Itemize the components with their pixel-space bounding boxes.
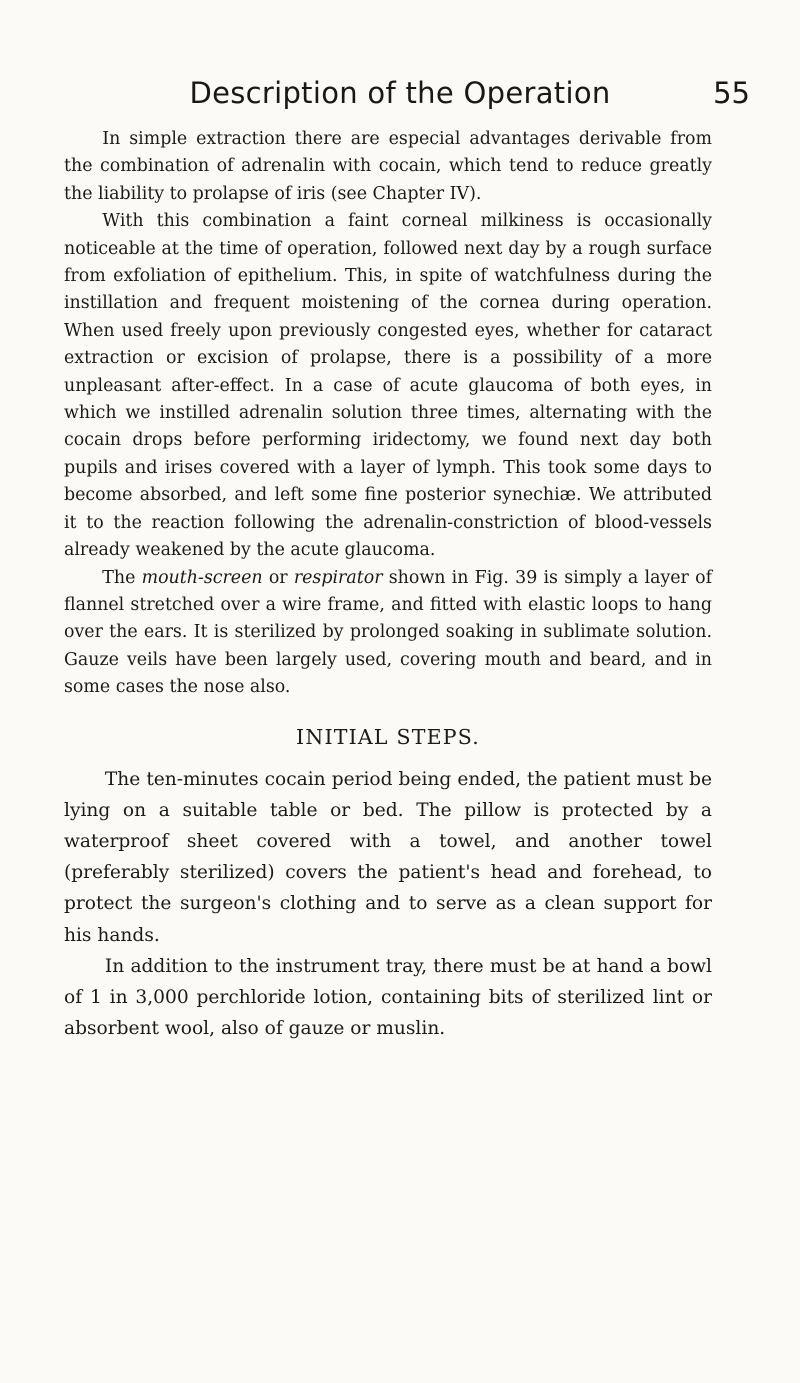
text-block [64, 126, 712, 1044]
bottom-margin [0, 1343, 800, 1383]
paragraph-mouth-screen [64, 565, 712, 702]
term-mouth-screen: mouth-screen [141, 567, 263, 588]
paragraph-corneal-milkiness: With this combination a faint corneal milkiness is occasionally noticeable at the time of operation, followed next day by a rough surface from exfoliation of epithelium. This, in spite of watchfulness during the instillation and frequent moistening of the cornea during operation. When used freely upon previously congested eyes, whether for cataract extraction or excision of prolapse, there is a possibility of a more unpleasant after-effect. In a case of acute glaucoma of both eyes, in which we instilled adrenalin solution three times, alternating with the cocain drops before performing iridectomy, we found next day both pupils and irises covered with a layer of lymph. This took some days to become absorbed, and left some fine posterior synechiæ. We attributed it to the reaction following the adrenalin-constriction of blood-vessels already weakened by the acute glaucoma. [64, 211, 712, 561]
running-head [40, 70, 760, 130]
section-heading-initial-steps: INITIAL STEPS. [296, 724, 480, 749]
paragraph-mouth-screen-lead: The [102, 567, 142, 588]
paragraph-instrument-tray: In addition to the instrument tray, there must be at hand a bowl of 1 in 3,000 perchloride lotion, containing bits of sterilized lint or absorbent wool, also of gauze or muslin. [64, 955, 712, 1040]
paragraph-mouth-screen-rest: shown in Fig. 39 is simply a layer of flannel stretched over a wire frame, and fitted with elastic loops to hang over the ears. It is sterilized by prolonged soaking in sublimate solution. Gauze veils have been largely used, covering mouth and beard, and in some cases the nose also. [64, 567, 713, 698]
paragraph-mouth-screen-or: or [262, 567, 294, 588]
paragraph-cocain-period: The ten-minutes cocain period being ended, the patient must be lying on a suitable table or bed. The pillow is protected by a waterproof sheet covered with a towel, and another towel (preferably sterilized) covers the patient's head and forehead, to protect the surgeon's clothing and to serve as a clean support for his hands. [64, 768, 712, 946]
term-respirator: respirator [293, 567, 383, 588]
page-number: 55 [713, 76, 750, 110]
running-title: Description of the Operation [189, 76, 611, 110]
paragraph-simple-extraction: In simple extraction there are especial advantages derivable from the combination of adrenalin with cocain, which tend to reduce greatly the liability to prolapse of iris (see Chapter IV). [64, 129, 712, 204]
